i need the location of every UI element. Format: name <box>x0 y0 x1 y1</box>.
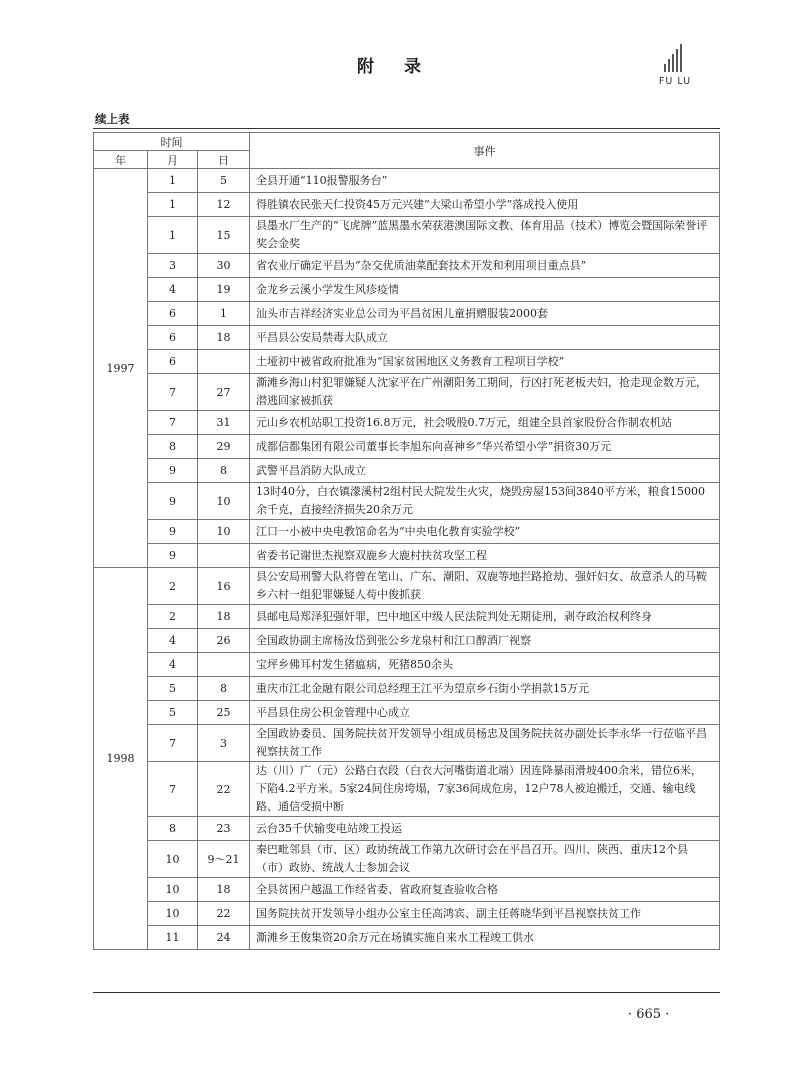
month-cell: 7 <box>148 725 198 762</box>
day-cell: 31 <box>198 411 250 435</box>
header-month: 月 <box>148 151 198 169</box>
header-year: 年 <box>94 151 148 169</box>
event-cell: 全县开通“110报警服务台” <box>250 169 720 193</box>
month-cell: 7 <box>148 762 198 817</box>
event-cell: 省农业厅确定平昌为“杂交优质油菜配套技术开发和利用项目重点县” <box>250 254 720 278</box>
day-cell: 19 <box>198 278 250 302</box>
table-row <box>94 254 720 278</box>
year-cell: 1997 <box>94 169 148 568</box>
top-rule <box>93 128 720 129</box>
month-cell: 5 <box>148 701 198 725</box>
event-cell: 县墨水厂生产的“飞虎牌”蓝黑墨水荣获港澳国际文教、体育用品（技术）博览会暨国际荣誉评奖会金奖 <box>250 217 720 254</box>
table-row <box>94 169 720 193</box>
month-cell: 8 <box>148 817 198 841</box>
event-cell: 云台35千伏输变电站竣工投运 <box>250 817 720 841</box>
day-cell: 29 <box>198 435 250 459</box>
day-cell: 15 <box>198 217 250 254</box>
month-cell: 8 <box>148 435 198 459</box>
month-cell: 9 <box>148 459 198 483</box>
day-cell: 22 <box>198 902 250 926</box>
day-cell: 9～21 <box>198 841 250 878</box>
page-number: · 665 · <box>628 1007 670 1022</box>
table-row <box>94 217 720 254</box>
month-cell: 1 <box>148 169 198 193</box>
table-row <box>94 725 720 762</box>
event-cell: 金龙乡云溪小学发生风疹疫情 <box>250 278 720 302</box>
day-cell <box>198 544 250 568</box>
day-cell: 1 <box>198 302 250 326</box>
table-row <box>94 878 720 902</box>
day-cell: 3 <box>198 725 250 762</box>
day-cell: 25 <box>198 701 250 725</box>
day-cell: 30 <box>198 254 250 278</box>
table-row <box>94 350 720 374</box>
year-cell: 1998 <box>94 568 148 950</box>
event-cell: 省委书记谢世杰视察双鹿乡大鹿村扶贫攻坚工程 <box>250 544 720 568</box>
event-cell: 成都信都集团有限公司董事长李旭东向喜神乡“华兴希望小学”捐资30万元 <box>250 435 720 459</box>
header-time: 时间 <box>94 133 250 151</box>
table-row <box>94 278 720 302</box>
table-row <box>94 544 720 568</box>
table-body <box>94 169 720 950</box>
table-row <box>94 653 720 677</box>
table-row <box>94 629 720 653</box>
event-cell: 县公安局刑警大队将曾在笔山、广东、潮阳、双鹿等地拦路抢劫、强奸妇女、故意杀人的马鞍乡六村一组犯罪嫌疑人苟中俊抓获 <box>250 568 720 605</box>
table-row <box>94 841 720 878</box>
day-cell: 24 <box>198 926 250 950</box>
month-cell: 2 <box>148 568 198 605</box>
event-cell: 国务院扶贫开发领导小组办公室主任高鸿宾、副主任蒋晓华到平昌视察扶贫工作 <box>250 902 720 926</box>
bottom-rule <box>93 992 720 993</box>
table-row <box>94 374 720 411</box>
event-cell: 13时40分，白衣镇濛溪村2组村民大院发生火灾，烧毁房屋153间3840平方米，粮食15000余千克，直接经济损失20余万元 <box>250 483 720 520</box>
month-cell: 10 <box>148 902 198 926</box>
event-cell: 全县贫困户越温工作经省委、省政府复查验收合格 <box>250 878 720 902</box>
table-row <box>94 677 720 701</box>
month-cell: 2 <box>148 605 198 629</box>
event-cell: 全国政协副主席杨汝岱到张公乡龙泉村和江口醇酒厂视察 <box>250 629 720 653</box>
page-header-title: 附 录 <box>357 57 433 77</box>
event-cell: 平昌县公安局禁毒大队成立 <box>250 326 720 350</box>
month-cell: 4 <box>148 278 198 302</box>
event-cell: 元山乡农机站职工投资16.8万元，社会吸股0.7万元，组建全县首家股份合作制农机站 <box>250 411 720 435</box>
event-cell: 澌滩乡海山村犯罪嫌疑人沈家平在广州潮阳务工期间，行凶打死老板夫妇，抢走现金数万元，潜逃回家被抓获 <box>250 374 720 411</box>
month-cell: 10 <box>148 841 198 878</box>
month-cell: 1 <box>148 193 198 217</box>
day-cell: 10 <box>198 520 250 544</box>
events-table <box>93 132 720 950</box>
month-cell: 10 <box>148 878 198 902</box>
fulu-logo <box>650 36 700 96</box>
event-cell: 秦巴毗邻县（市、区）政协统战工作第九次研讨会在平昌召开。四川、陕西、重庆12个县（市）政协、统战人士参加会议 <box>250 841 720 878</box>
month-cell: 7 <box>148 411 198 435</box>
table-row <box>94 926 720 950</box>
table-row <box>94 326 720 350</box>
table-row <box>94 701 720 725</box>
event-cell: 宝坪乡佛耳村发生猪瘟病，死猪850余头 <box>250 653 720 677</box>
month-cell: 3 <box>148 254 198 278</box>
event-cell: 澌滩乡王俊集资20余万元在场镇实施自来水工程竣工供水 <box>250 926 720 950</box>
event-cell: 土垭初中被省政府批准为“国家贫困地区义务教育工程项目学校” <box>250 350 720 374</box>
table-row <box>94 435 720 459</box>
day-cell: 5 <box>198 169 250 193</box>
event-cell: 县邮电局郑泽犯强奸罪，巴中地区中级人民法院判处无期徒刑，剥夺政治权利终身 <box>250 605 720 629</box>
event-cell: 得胜镇农民张天仁投资45万元兴建“大梁山希望小学”落成投入使用 <box>250 193 720 217</box>
day-cell: 23 <box>198 817 250 841</box>
table-row <box>94 817 720 841</box>
table-row <box>94 193 720 217</box>
month-cell: 6 <box>148 350 198 374</box>
table-row <box>94 483 720 520</box>
event-cell: 达（川）广（元）公路白衣段（白衣大河嘴街道北端）因连降暴雨滑坡400余米，错位6米，下陷4.2平方米。5家24间住房垮塌，7家36间成危房，12户78人被迫搬迁，交通、输电线路、通信受损中断 <box>250 762 720 817</box>
day-cell: 8 <box>198 677 250 701</box>
month-cell: 9 <box>148 483 198 520</box>
day-cell: 18 <box>198 326 250 350</box>
month-cell: 11 <box>148 926 198 950</box>
header-day: 日 <box>198 151 250 169</box>
event-cell: 汕头市吉祥经济实业总公司为平昌贫困儿童捐赠服装2000套 <box>250 302 720 326</box>
event-cell: 平昌县住房公积金管理中心成立 <box>250 701 720 725</box>
day-cell: 26 <box>198 629 250 653</box>
day-cell: 18 <box>198 605 250 629</box>
table-row <box>94 902 720 926</box>
day-cell: 22 <box>198 762 250 817</box>
table-row <box>94 605 720 629</box>
month-cell: 6 <box>148 302 198 326</box>
day-cell: 27 <box>198 374 250 411</box>
event-cell: 全国政协委员、国务院扶贫开发领导小组成员杨忠及国务院扶贫办副处长李永华一行莅临平昌视察扶贫工作 <box>250 725 720 762</box>
month-cell: 9 <box>148 520 198 544</box>
day-cell: 10 <box>198 483 250 520</box>
table-row <box>94 568 720 605</box>
header-event: 事件 <box>250 133 720 169</box>
day-cell: 18 <box>198 878 250 902</box>
event-cell: 江口一小被中央电教馆命名为“中央电化教育实验学校” <box>250 520 720 544</box>
day-cell: 8 <box>198 459 250 483</box>
month-cell: 4 <box>148 653 198 677</box>
day-cell: 12 <box>198 193 250 217</box>
logo-text: FU LU <box>658 76 692 87</box>
day-cell <box>198 350 250 374</box>
month-cell: 5 <box>148 677 198 701</box>
logo-bars-icon <box>664 44 690 72</box>
table-row <box>94 302 720 326</box>
table-row <box>94 520 720 544</box>
month-cell: 1 <box>148 217 198 254</box>
month-cell: 4 <box>148 629 198 653</box>
month-cell: 6 <box>148 326 198 350</box>
month-cell: 9 <box>148 544 198 568</box>
table-row <box>94 762 720 817</box>
event-cell: 重庆市江北金融有限公司总经理王江平为望京乡石街小学捐款15万元 <box>250 677 720 701</box>
month-cell: 7 <box>148 374 198 411</box>
day-cell <box>198 653 250 677</box>
day-cell: 16 <box>198 568 250 605</box>
table-caption: 续上表 <box>95 112 130 126</box>
event-cell: 武警平昌消防大队成立 <box>250 459 720 483</box>
table-row <box>94 411 720 435</box>
table-row <box>94 459 720 483</box>
